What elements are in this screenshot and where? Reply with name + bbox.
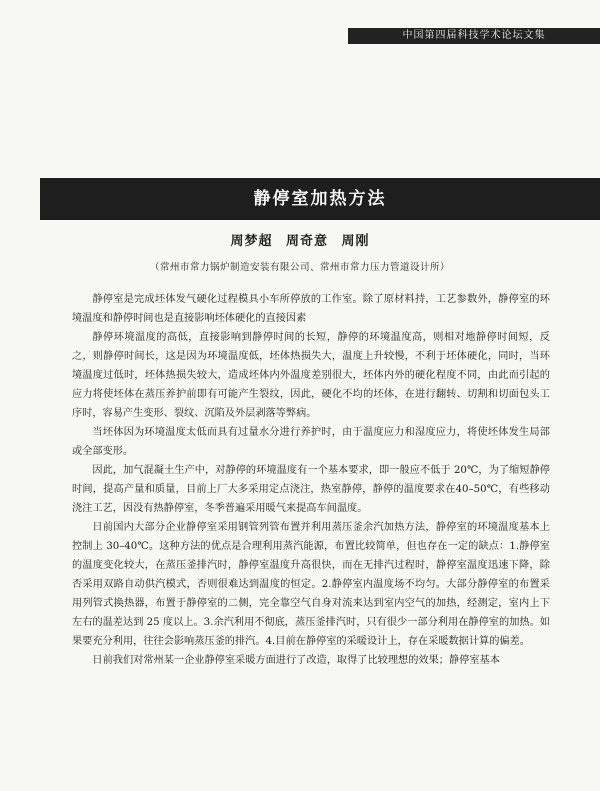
article-title: 静停室加热方法 (40, 178, 600, 220)
paragraph-2: 静停环境温度的高低，直接影响到静停时间的长短，静停的环境温度高，则相对地静停时间短，反之，则静停时间长，这是因为环境温度低，坯体热损失大，温度上升较慢，不利于坯体硬化，同时，当环境温度过低时，坯体热损失较大，造成坯体内外温度差别很大，坯体内外的硬化程度不同，由此而引起的应力将使坯体在蒸压养护前即有可能产生裂纹，因此，硬化不均的坯体，在进行翻转、切割和切面包头工序时，容易产生变形、裂纹、沉陷及外层剥落等弊病。 (72, 332, 550, 419)
paragraph-5: 日前国内大部分企业静停室采用钢管列管布置并利用蒸压釜余汽加热方法，静停室的环境温度基本上控制上 30–40℃。这种方法的优点是合理利用蒸汽能源，布置比较简单，但也存在一定的缺点：1.静停室的温度变化较大，在蒸压釜排汽时，静停室温度升高很快，而在无排汽过程时，静停室温度迅速下降，除否采用双路自动供汽模式，否则很难达到温度的恒定。2.静停室内温度场不均匀。大部分静停室的布置采用列管式换热器，布置于静停室的二侧，完全靠空气自身对流来达到室内空气的加热，经测定，室内上下左右的温差达到 25 度以上。3.余汽利用不彻底，蒸压釜排汽时，只有很少一部分利用在静停室的加热。如果要充分利用，往往会影响蒸压釜的排汽。4.目前在静停室的采暖设计上，存在采暖数据计算的偏差。 (72, 522, 550, 647)
paragraph-6: 日前我们对常州某一企业静停室采暖方面进行了改造，取得了比较理想的效果；静停室基本 (92, 655, 500, 666)
journal-banner: 中国第四届科技学术论坛文集 (348, 28, 600, 44)
paragraph-3: 当坯体因为环境温度太低而具有过量水分进行养护时，由于温度应力和湿度应力，将使坯体发生局部或全部变形。 (72, 427, 550, 457)
article-authors: 周梦超 周奇意 周刚 (230, 234, 370, 249)
article-body (72, 290, 550, 670)
article-affiliation: （常州市常力锅炉制造安装有限公司、常州市常力压力管道设计所） (149, 262, 450, 273)
paragraph-1: 静停室是完成坯体发气硬化过程模具小车所停放的工作室。除了原材料持，工艺参数外，静停室的环境温度和静停时间也是直接影响坯体硬化的直接因素 (72, 294, 550, 324)
paragraph-4: 因此，加气混凝土生产中，对静停的环境温度有一个基本要求，即一般应不低于 20℃，为了缩短静停时间，提高产量和质量，目前上厂大多采用定点浇注，热室静停，静停的温度要求在40–50℃，有些移动浇注工艺，因没有热静停室，冬季普遍采用暖气来提高车间温度。 (72, 465, 550, 514)
